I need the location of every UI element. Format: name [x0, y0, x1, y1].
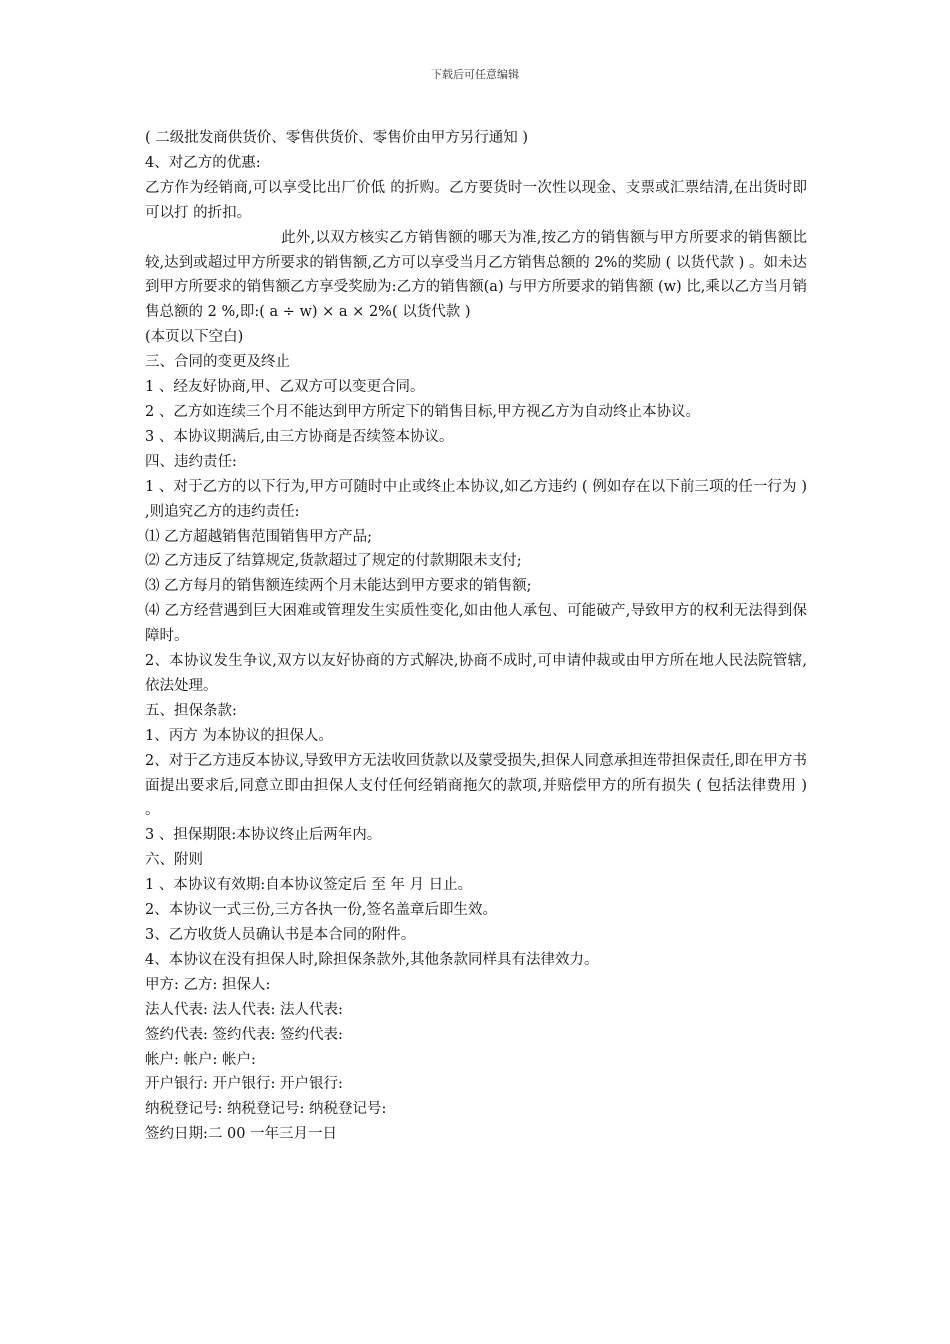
section-heading-breach: 四、违约责任: [145, 453, 237, 470]
clause-3-3: 3 、本协议期满后,由三方协商是否续签本协议。 [145, 428, 454, 445]
clause-4-1: 1 、对于乙方的以下行为,甲方可随时中止或终止本协议,如乙方违约 ( 例如存在以下前三项的任一行为 ) ,则追究乙方的违约责任: [145, 478, 807, 520]
signature-parties: 甲方: 乙方: 担保人: [145, 976, 271, 993]
signature-bank: 开户银行: 开户银行: 开户银行: [145, 1076, 343, 1093]
signature-tax-number: 纳税登记号: 纳税登记号: 纳税登记号: [145, 1101, 387, 1118]
clause-5-1: 1、丙方 为本协议的担保人。 [145, 727, 333, 744]
section-heading-change-termination: 三、合同的变更及终止 [145, 354, 290, 371]
clause-3-1: 1 、经友好协商,甲、乙双方可以变更合同。 [145, 379, 425, 396]
signature-legal-representative: 法人代表: 法人代表: 法人代表: [145, 1001, 343, 1018]
section-heading-guarantee: 五、担保条款: [145, 702, 237, 719]
clause-5-3: 3 、担保期限:本协议终止后两年内。 [145, 827, 382, 844]
clause-6-1: 1 、本协议有效期:自本协议签定后 至 年 月 日止。 [145, 877, 473, 894]
signature-date: 签约日期:二 00 一年三月一日 [145, 1126, 338, 1143]
paragraph-discount-terms: 乙方作为经销商,可以享受比出厂价低 的折购。乙方要货时一次性以现金、支票或汇票结清,在出货时即可以打 的折扣。 [145, 179, 807, 221]
section-heading-supplementary: 六、附则 [145, 852, 203, 869]
section-heading-discount: 4、对乙方的优惠: [145, 154, 261, 171]
clause-4-1-item-2: ⑵ 乙方违反了结算规定,货款超过了规定的付款期限未支付; [145, 553, 522, 570]
clause-6-3: 3、乙方收货人员确认书是本合同的附件。 [145, 927, 416, 943]
paragraph-blank-note: (本页以下空白) [145, 329, 244, 346]
clause-3-2: 2 、乙方如连续三个月不能达到甲方所定下的销售目标,甲方视乙方为自动终止本协议。 [145, 403, 700, 420]
page-header: 下载后可任意编辑 [431, 68, 519, 81]
document-body [145, 126, 807, 1147]
clause-6-2: 2、本协议一式三份,三方各执一份,签名盖章后即生效。 [145, 902, 497, 919]
clause-4-1-item-1: ⑴ 乙方超越销售范围销售甲方产品; [145, 528, 372, 545]
signature-signing-representative: 签约代表: 签约代表: 签约代表: [145, 1026, 343, 1043]
clause-4-1-item-3: ⑶ 乙方每月的销售额连续两个月未能达到甲方要求的销售额; [145, 578, 532, 595]
paragraph-sales-reward: 此外,以双方核实乙方销售额的哪天为准,按乙方的销售额与甲方所要求的销售额比较,达到或超过甲方所要求的销售额,乙方可以享受当月乙方销售总额的 2%的奖励 ( 以货代款 ) 。如未达到甲方所要求的销售额乙方享受奖励为:乙方的销售额(a) 与甲方所要求的销售额 (w) 比,乘以乙方当月销售总额的 2 %,即:( a ÷ w) × a × 2%( 以货代款 ) [145, 229, 807, 321]
clause-5-2: 2、对于乙方违反本协议,导致甲方无法收回货款以及蒙受损失,担保人同意承担连带担保责任,即在甲方书面提出要求后,同意立即由担保人支付任何经销商拖欠的款项,并赔偿甲方的所有损失 ( 包括法律费用 ) 。 [145, 752, 807, 819]
clause-4-1-item-4: ⑷ 乙方经营遇到巨大困难或管理发生实质性变化,如由他人承包、可能破产,导致甲方的权利无法得到保障时。 [145, 603, 807, 645]
clause-6-4: 4、本协议在没有担保人时,除担保条款外,其他条款同样具有法律效力。 [145, 951, 599, 968]
clause-4-2: 2、本协议发生争议,双方以友好协商的方式解决,协商不成时,可申请仲裁或由甲方所在地人民法院管辖,依法处理。 [145, 653, 807, 694]
paragraph-price-note: ( 二级批发商供货价、零售供货价、零售价由甲方另行通知 ) [145, 130, 529, 146]
signature-account: 帐户: 帐户: 帐户: [145, 1051, 256, 1068]
